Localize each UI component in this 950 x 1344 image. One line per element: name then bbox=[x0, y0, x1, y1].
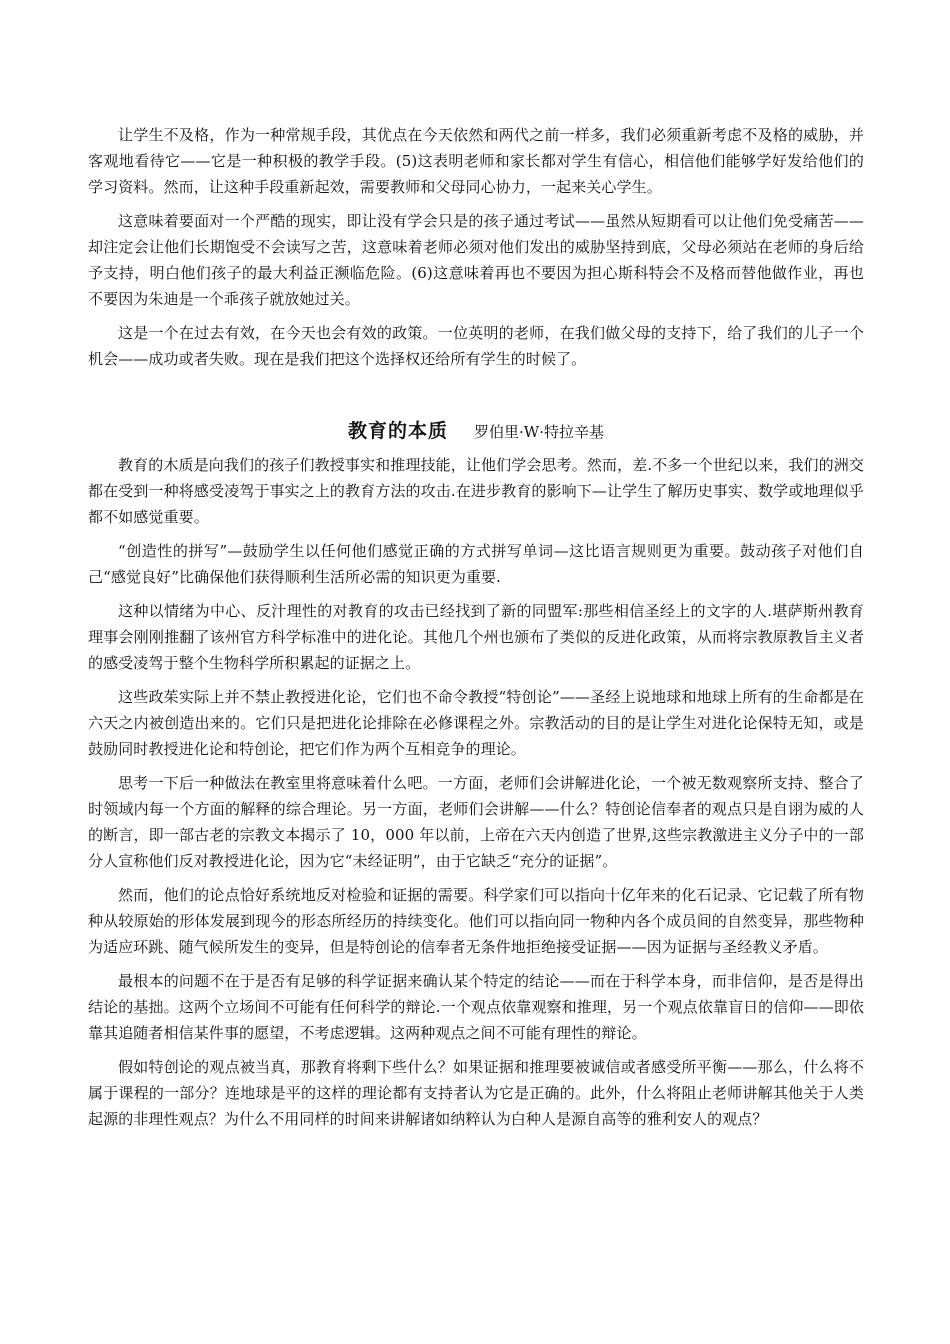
essay-title: 教育的本质 bbox=[348, 420, 449, 442]
paragraph: 思考一下后一种做法在教室里将意味着什么吧。一方面，老师们会讲解进化论，一个被无数观察所支持、整合了时领域内每一个方面的解释的综合理论。另一方面，老师们会讲解——什么？特创论信奉者的观点只是自诩为威的人的断言，即一部古老的宗教文本揭示了 10，000 年以前，上帝在六天内创造了世界,这些宗教激进主义分子中的一部分人宣称他们反对教授进化论，因为它“未经证明”，由于它缺乏“充分的证据”。 bbox=[88, 774, 864, 870]
essay-author: 罗伯里·W·特拉辛基 bbox=[474, 423, 604, 441]
paragraph: “创造性的拼写”—鼓励学生以任何他们感觉正确的方式拼写单词—这比语言规则更为重要。鼓动孩子对他们自己“感觉良好”比确保他们获得顺利生活所必需的知识更为重要. bbox=[88, 542, 864, 586]
paragraph: 最根本的问题不在于是否有足够的科学证据来确认某个特定的结论——而在于科学本身，而非信仰，是否是得出结论的基拙。这两个立场间不可能有任何科学的辩论.一个观点依靠观察和推理，另一个观点依靠盲日的信仰——即依靠其追随者相信某件事的愿望，不考虑逻辑。这两种观点之间不可能有理性的辩论。 bbox=[88, 972, 864, 1042]
paragraph: 让学生不及格，作为一种常规手段，其优点在今天依然和两代之前一样多，我们必须重新考虑不及格的威胁，并客观地看待它——它是一种积极的教学手段。(5)这表明老师和家长都对学生有信心，相信他们能够学好发给他们的学习资料。然而，让这种手段重新起效，需要教师和父母同心协力，一起来关心学生。 bbox=[88, 126, 864, 196]
paragraph: 这些政茱实际上并不禁止教授进化论，它们也不命令教授“特创论”——圣经上说地球和地球上所有的生命都是在六天之内被创造出来的。它们只是把进化论排除在必修课程之外。宗教活动的目的是让学生对进化论保特无知，或是鼓励同时教授进化论和特创论，把它们作为两个互相竞争的理论。 bbox=[88, 688, 864, 758]
paragraph: 这意味着要面对一个严酷的现实，即让没有学会只是的孩子通过考试——虽然从短期看可以让他们免受痛苦——却注定会让他们长期饱受不会读写之苦，这意味着老师必须对他们发出的威胁坚持到底，父母必须站在老师的身后给予支持，明白他们孩子的最大利益正濒临危险。(6)这意味着再也不要因为担心斯科特会不及格而替他做作业，再也不要因为朱迪是一个乖孩子就放她过关。 bbox=[88, 212, 864, 308]
document-page bbox=[88, 122, 864, 1132]
section-essay-body bbox=[88, 452, 864, 1132]
paragraph: 假如特创论的观点被当真，那教育将剩下些什么？如果证据和推理要被诚信或者感受所平衡——那么，什么将不属于课程的一部分？连地球是平的这样的理论都有支持者认为它是正确的。此外，什么将阻止老师讲解其他关于人类起源的非理性观点？为什么不用同样的时间来讲解诸如纳粹认为白种人是源自高等的雅利安人的观点？ bbox=[88, 1058, 864, 1128]
essay-heading bbox=[88, 416, 864, 446]
section-previous-essay bbox=[88, 122, 864, 372]
paragraph: 这是一个在过去有效，在今天也会有效的政策。一位英明的老师，在我们做父母的支持下，给了我们的儿子一个机会——成功或者失败。现在是我们把这个选择权还给所有学生的时候了。 bbox=[88, 324, 864, 368]
paragraph: 然而，他们的论点恰好系统地反对检验和证据的需要。科学家们可以指向十亿年来的化石记录、它记载了所有物种从较原始的形体发展到现今的形态所经历的持续变化。他们可以指向同一物种内各个成员间的自然变异，那些物种为适应环跳、随气候所发生的变异，但是特创论的信奉者无条件地拒绝接受证据——因为证据与圣经教义矛盾。 bbox=[88, 886, 864, 956]
paragraph: 教育的木质是向我们的孩子们教授事实和推理技能，让他们学会思考。然而，差.不多一个世纪以来，我们的洲交都在受到一种将感受凌驾于事实之上的教育方法的攻击.在进步教育的影响下—让学生了解历史事实、数学或地理似乎都不如感觉重要。 bbox=[88, 456, 864, 526]
paragraph: 这种以情绪为中心、反汁理性的对教育的攻击已经找到了新的同盟军:那些相信圣经上的文字的人.堪萨斯州教育理事会刚刚推翻了该州官方科学标准中的进化论。其他几个州也颁布了类似的反进化政策，从而将宗教原教旨主义者的感受凌驾于整个生物科学所积累起的证据之上。 bbox=[88, 602, 864, 672]
